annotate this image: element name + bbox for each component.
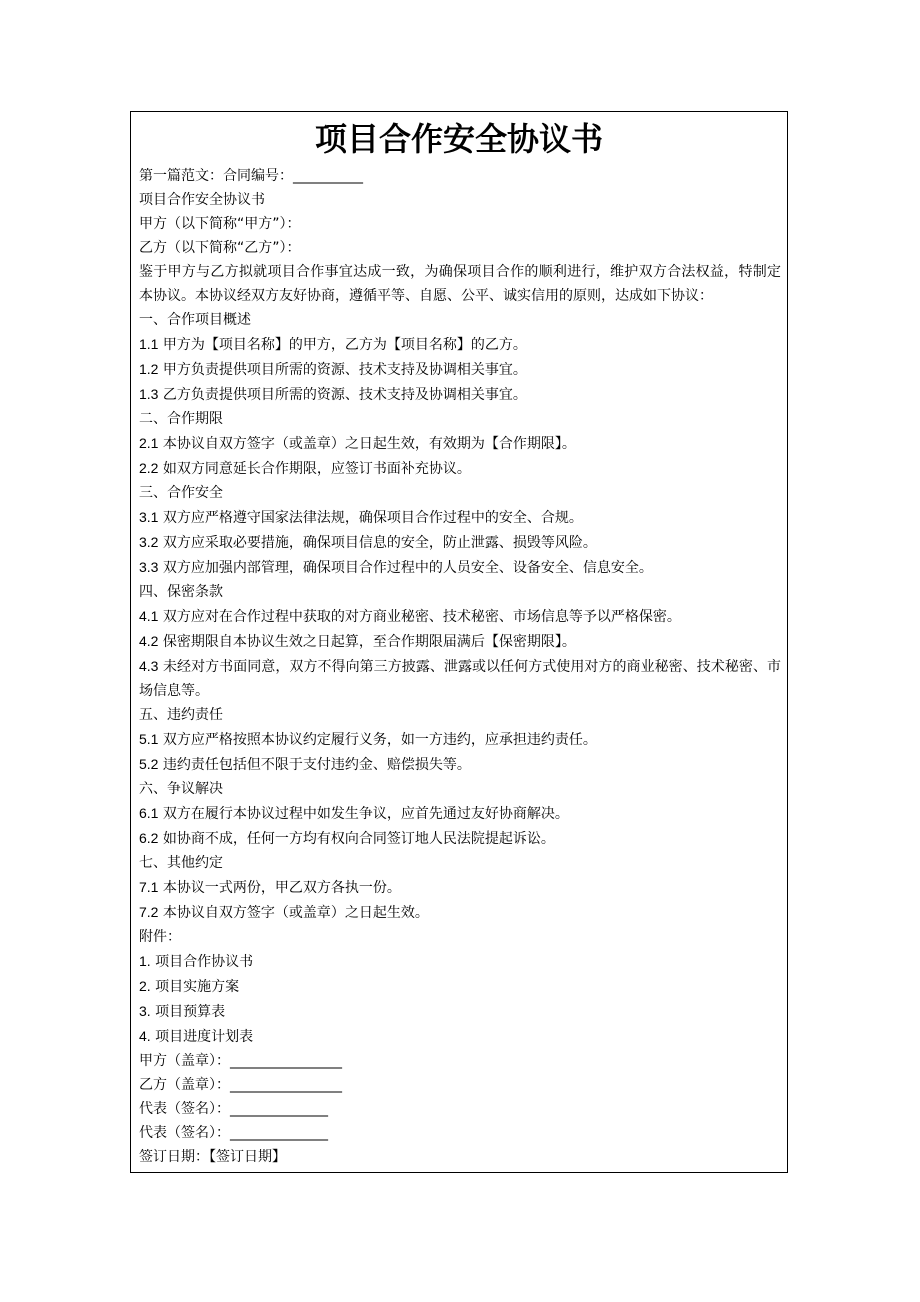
subtitle-line: 项目合作安全协议书 — [139, 192, 265, 208]
clause: 6.1 双方在履行本协议过程中如发生争议，应首先通过友好协商解决。 — [139, 805, 569, 822]
clause-number: 5.1 — [139, 731, 159, 747]
attachment-number: 4. — [139, 1028, 151, 1044]
clause: 6.2 如协商不成，任何一方均有权向合同签订地人民法院提起诉讼。 — [139, 830, 555, 847]
attachment-item: 2. 项目实施方案 — [139, 978, 240, 995]
clause: 3.2 双方应采取必要措施，确保项目信息的安全，防止泄露、损毁等风险。 — [139, 534, 597, 551]
attachment-item: 4. 项目进度计划表 — [139, 1028, 254, 1045]
clause-number: 5.2 — [139, 756, 159, 772]
attachment-item: 1. 项目合作协议书 — [139, 953, 254, 970]
clause-number: 1.3 — [139, 386, 159, 402]
party-a-line: 甲方（以下简称“甲方”）： — [139, 216, 301, 232]
party-b-seal-line: 乙方（盖章）：________________ — [139, 1077, 342, 1093]
clause-number: 1.1 — [139, 336, 159, 352]
clause-number: 3.2 — [139, 534, 159, 550]
section-heading: 四、保密条款 — [139, 584, 223, 600]
party-b-line: 乙方（以下简称“乙方”）： — [139, 240, 301, 256]
section-heading: 二、合作期限 — [139, 411, 223, 427]
clause: 4.1 双方应对在合作过程中获取的对方商业秘密、技术秘密、市场信息等予以严格保密。 — [139, 608, 681, 625]
preamble-paragraph: 鉴于甲方与乙方拟就项目合作事宜达成一致，为确保项目合作的顺利进行，维护双方合法权益，特制定本协议。本协议经双方友好协商，遵循平等、自愿、公平、诚实信用的原则，达成如下协议： — [139, 264, 781, 304]
attachment-number: 2. — [139, 978, 151, 994]
signing-date-line: 签订日期：【签订日期】 — [139, 1149, 286, 1165]
clause-number: 4.3 — [139, 658, 159, 674]
section-heading: 五、违约责任 — [139, 707, 223, 723]
clause: 4.3 未经对方书面同意，双方不得向第三方披露、泄露或以任何方式使用对方的商业秘密、技术秘密、市场信息等。 — [139, 658, 781, 699]
clause-number: 7.1 — [139, 879, 159, 895]
clause-number: 7.2 — [139, 904, 159, 920]
section-heading: 三、合作安全 — [139, 485, 223, 501]
clause: 3.1 双方应严格遵守国家法律法规，确保项目合作过程中的安全、合规。 — [139, 509, 583, 526]
document-frame — [130, 111, 788, 1173]
attachment-number: 3. — [139, 1003, 151, 1019]
representative-signature-line: 代表（签名）：______________ — [139, 1101, 328, 1117]
clause-number: 6.1 — [139, 805, 159, 821]
clause: 1.2 甲方负责提供项目所需的资源、技术支持及协调相关事宜。 — [139, 361, 527, 378]
clause: 5.1 双方应严格按照本协议约定履行义务，如一方违约，应承担违约责任。 — [139, 731, 597, 748]
section-heading: 七、其他约定 — [139, 855, 223, 871]
clause-number: 3.3 — [139, 559, 159, 575]
section-heading: 六、争议解决 — [139, 781, 223, 797]
clause: 7.2 本协议自双方签字（或盖章）之日起生效。 — [139, 904, 429, 921]
clause: 2.2 如双方同意延长合作期限，应签订书面补充协议。 — [139, 460, 471, 477]
clause-number: 4.2 — [139, 633, 159, 649]
clause: 7.1 本协议一式两份，甲乙双方各执一份。 — [139, 879, 401, 896]
attachment-number: 1. — [139, 953, 151, 969]
contract-number-line: 第一篇范文：合同编号：__________ — [139, 168, 363, 184]
representative-signature-line: 代表（签名）：______________ — [139, 1125, 328, 1141]
clause: 3.3 双方应加强内部管理，确保项目合作过程中的人员安全、设备安全、信息安全。 — [139, 559, 653, 576]
clause-number: 4.1 — [139, 608, 159, 624]
party-a-seal-line: 甲方（盖章）：________________ — [139, 1053, 342, 1069]
attachment-item: 3. 项目预算表 — [139, 1003, 226, 1020]
attachments-heading: 附件： — [139, 929, 181, 945]
clause-number: 6.2 — [139, 830, 159, 846]
clause: 1.1 甲方为【项目名称】的甲方，乙方为【项目名称】的乙方。 — [139, 336, 527, 353]
section-heading: 一、合作项目概述 — [139, 312, 251, 328]
clause-number: 3.1 — [139, 509, 159, 525]
clause-number: 1.2 — [139, 361, 159, 377]
clause: 4.2 保密期限自本协议生效之日起算，至合作期限届满后【保密期限】。 — [139, 633, 576, 650]
clause: 5.2 违约责任包括但不限于支付违约金、赔偿损失等。 — [139, 756, 471, 773]
clause: 2.1 本协议自双方签字（或盖章）之日起生效，有效期为【合作期限】。 — [139, 435, 576, 452]
document-body — [131, 164, 787, 1169]
clause-number: 2.1 — [139, 435, 159, 451]
clause: 1.3 乙方负责提供项目所需的资源、技术支持及协调相关事宜。 — [139, 386, 527, 403]
clause-number: 2.2 — [139, 460, 159, 476]
document-title: 项目合作安全协议书 — [314, 120, 603, 158]
